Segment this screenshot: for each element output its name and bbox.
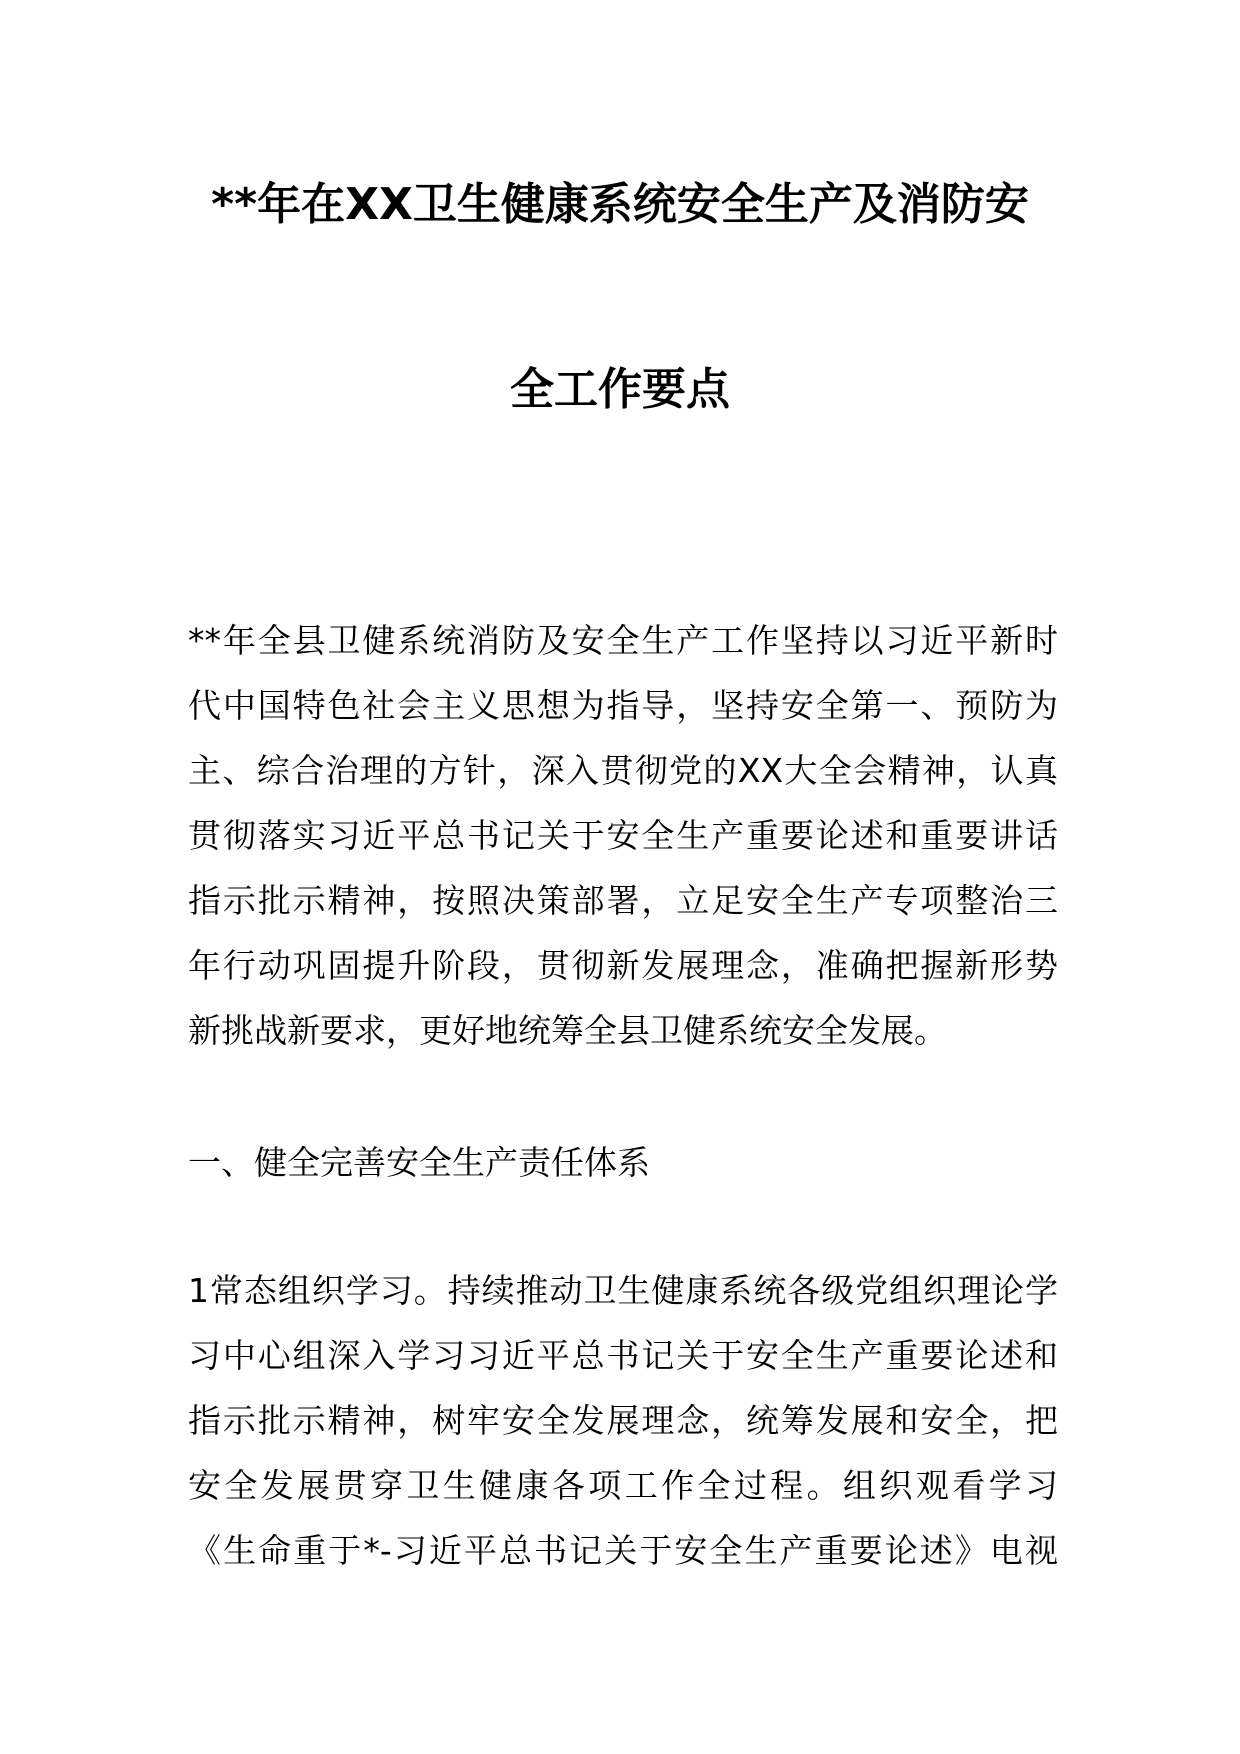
intro-line: 新挑战新要求，更好地统筹全县卫健系统安全发展。 (188, 1011, 947, 1050)
item-1-line: 《生命重于*-习近平总书记关于安全生产重要论述》电视 (188, 1531, 1058, 1570)
intro-line: 指示批示精神，按照决策部署，立足安全生产专项整治三 (188, 881, 1058, 920)
intro-line: 主、综合治理的方针，深入贯彻党的XX大全会精神，认真 (188, 751, 1058, 790)
item-1-line: 1常态组织学习。持续推动卫生健康系统各级党组织理论学 (188, 1271, 1058, 1310)
intro-line: 年行动巩固提升阶段，贯彻新发展理念，准确把握新形势 (188, 946, 1058, 985)
intro-line: **年全县卫健系统消防及安全生产工作坚持以习近平新时 (188, 621, 1058, 660)
item-1-line: 指示批示精神，树牢安全发展理念，统筹发展和安全，把 (188, 1401, 1058, 1440)
document-title-line-1: **年在XX卫生健康系统安全生产及消防安 (211, 179, 1029, 230)
intro-paragraph (188, 608, 1058, 1063)
intro-line: 贯彻落实习近平总书记关于安全生产重要论述和重要讲话 (188, 816, 1058, 855)
item-1-line: 安全发展贯穿卫生健康各项工作全过程。组织观看学习 (188, 1466, 1058, 1505)
item-1-line: 习中心组深入学习习近平总书记关于安全生产重要论述和 (188, 1336, 1058, 1375)
document-title-line-2: 全工作要点 (510, 364, 730, 415)
section-heading: 一、健全完善安全生产责任体系 (188, 1143, 650, 1182)
item-1-paragraph (188, 1258, 1058, 1583)
intro-line: 代中国特色社会主义思想为指导，坚持安全第一、预防为 (188, 686, 1058, 725)
